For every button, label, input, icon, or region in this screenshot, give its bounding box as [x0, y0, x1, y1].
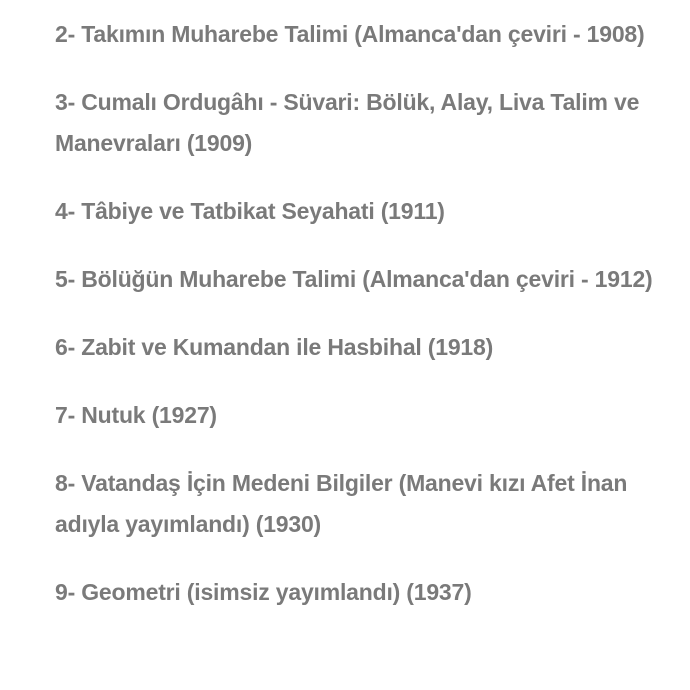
- book-list: [55, 14, 655, 613]
- list-item: 9- Geometri (isimsiz yayımlandı) (1937): [55, 579, 472, 605]
- list-item: 4- Tâbiye ve Tatbikat Seyahati (1911): [55, 198, 445, 224]
- list-item: 5- Bölüğün Muharebe Talimi (Almanca'dan çeviri - 1912): [55, 266, 653, 292]
- list-item: 3- Cumalı Ordugâhı - Süvari: Bölük, Alay, Liva Talim ve Manevraları (1909): [55, 89, 640, 156]
- list-item: 6- Zabit ve Kumandan ile Hasbihal (1918): [55, 334, 494, 360]
- list-item: 7- Nutuk (1927): [55, 402, 217, 428]
- list-item: 2- Takımın Muharebe Talimi (Almanca'dan çeviri - 1908): [55, 21, 645, 47]
- list-item: 8- Vatandaş İçin Medeni Bilgiler (Manevi kızı Afet İnan adıyla yayımlandı) (1930): [55, 470, 628, 537]
